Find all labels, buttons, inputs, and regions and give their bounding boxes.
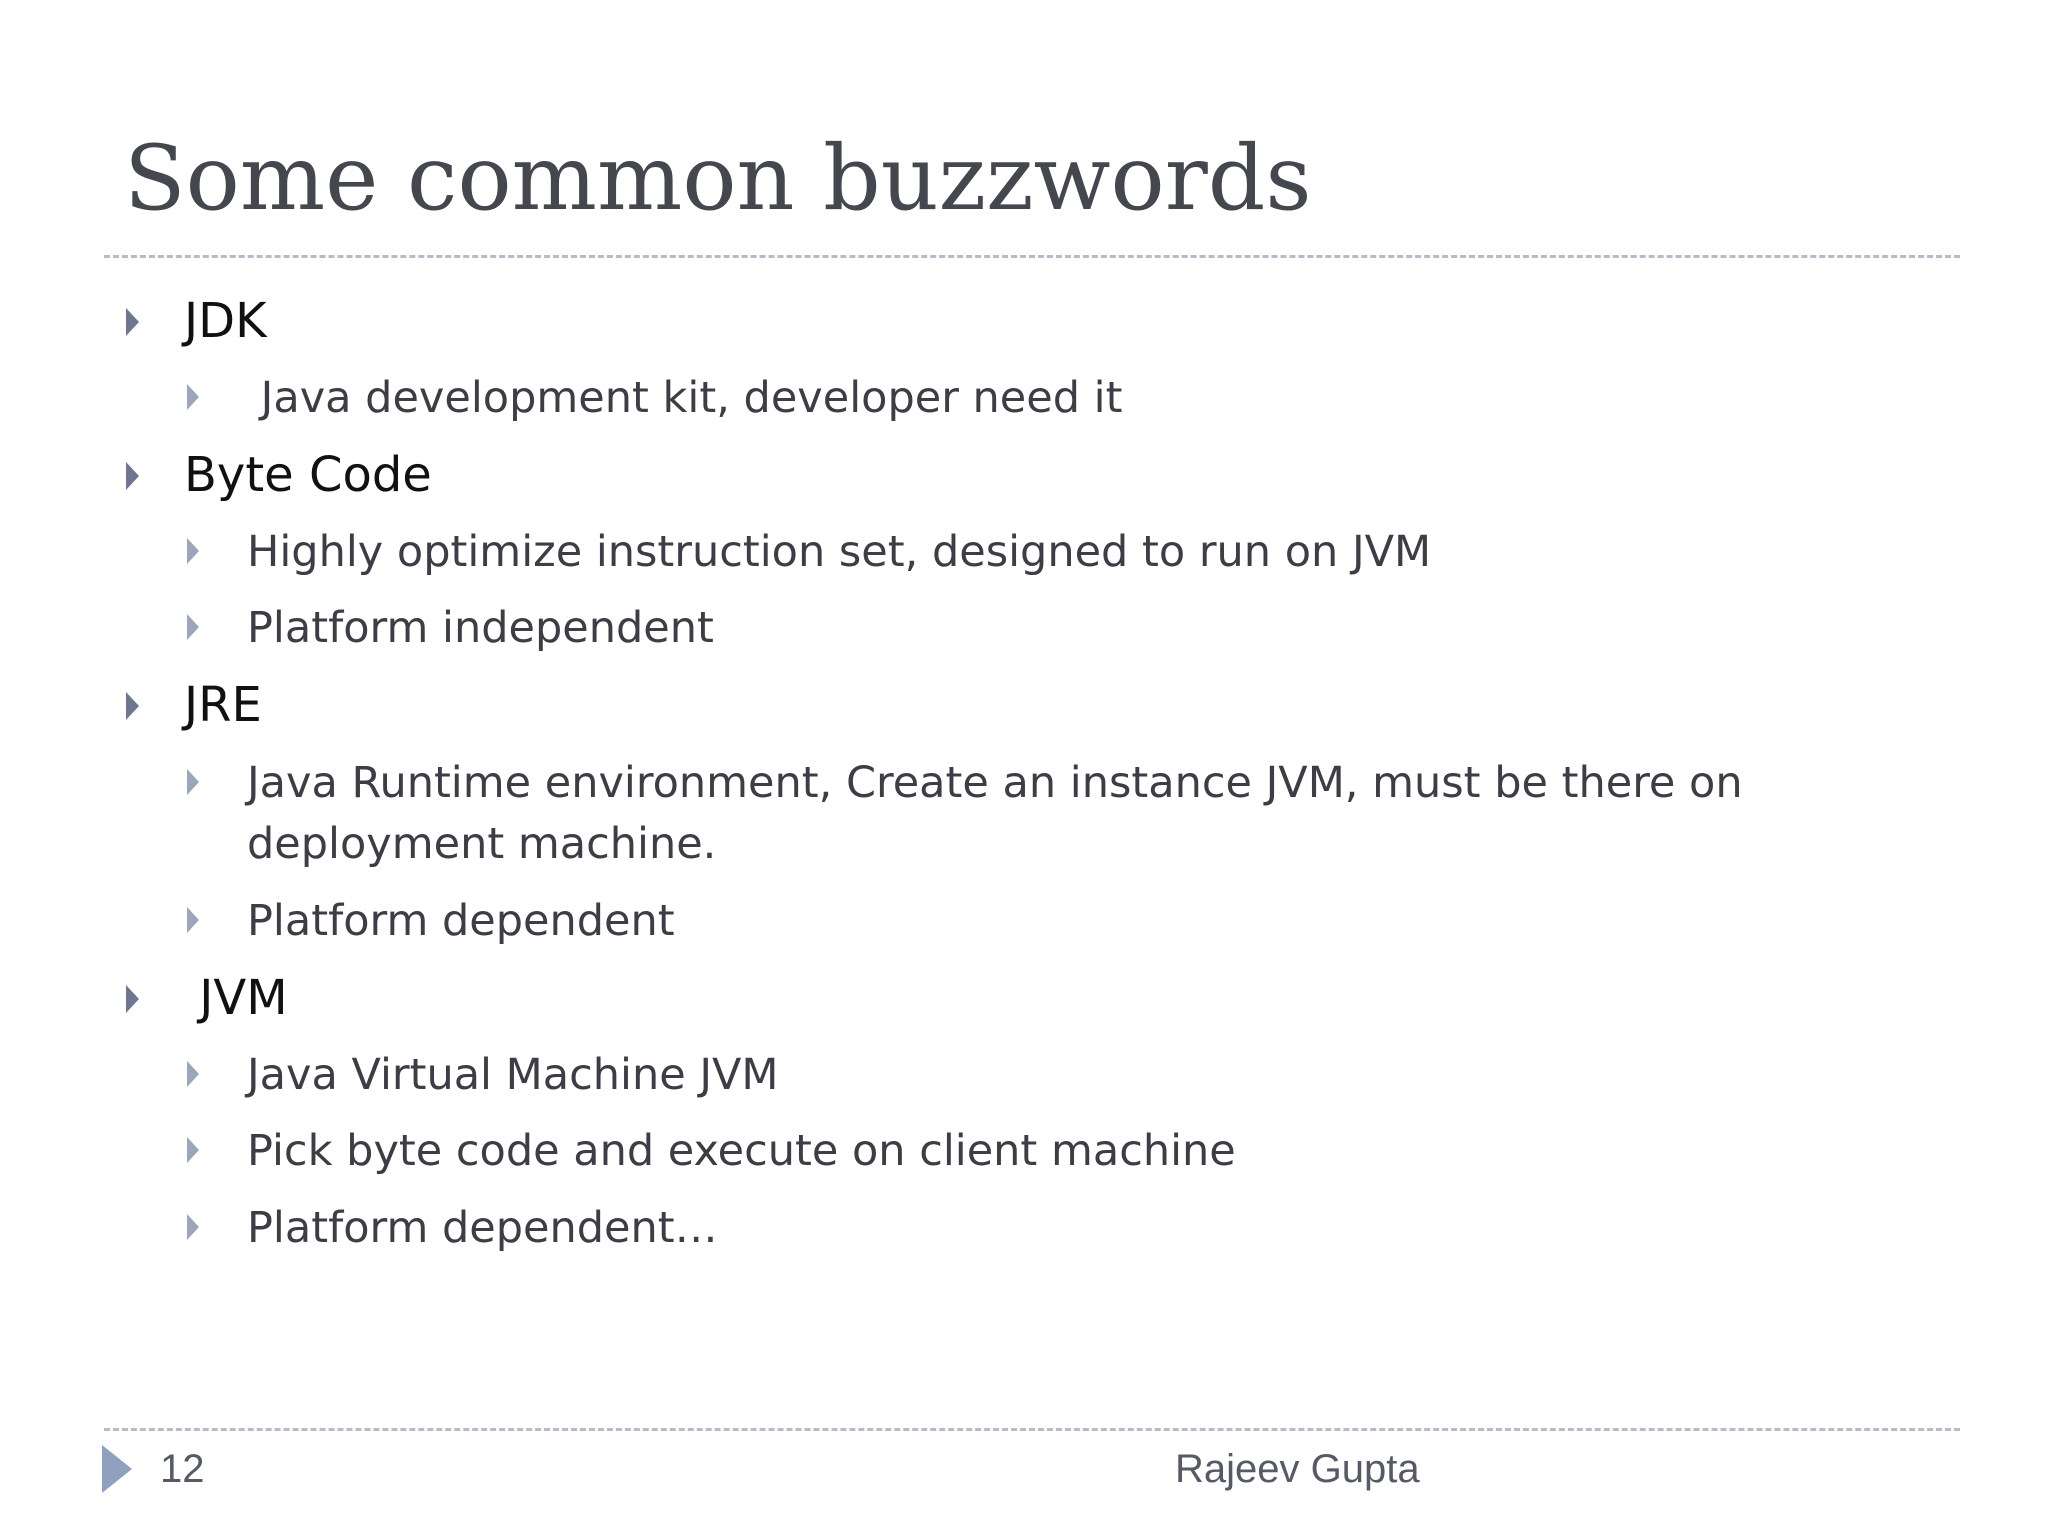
bullet-arrow-icon bbox=[126, 985, 139, 1013]
sub-bullet-arrow-icon bbox=[187, 538, 199, 564]
sub-bullet-arrow-icon bbox=[187, 769, 199, 795]
sub-bullet-arrow-icon bbox=[187, 907, 199, 933]
bullet-arrow-icon bbox=[126, 308, 139, 336]
sub-bullet-text: Java Virtual Machine JVM bbox=[247, 1050, 779, 1100]
sub-bullet-text: Java Runtime environment, Create an instance JVM, must be there on bbox=[247, 758, 1743, 808]
sub-bullet-text: deployment machine. bbox=[247, 819, 717, 869]
sub-bullet-arrow-icon bbox=[187, 1214, 199, 1240]
bullet-arrow-icon bbox=[126, 692, 139, 720]
footer-divider bbox=[104, 1428, 1960, 1431]
sub-bullet-text: Highly optimize instruction set, designed to run on JVM bbox=[247, 527, 1432, 577]
sub-bullet-arrow-icon bbox=[187, 1061, 199, 1087]
sub-bullet-arrow-icon bbox=[187, 614, 199, 640]
bullet-text: JVM bbox=[184, 970, 288, 1026]
sub-bullet-text: Java development kit, developer need it bbox=[247, 373, 1123, 423]
footer-author: Rajeev Gupta bbox=[1175, 1447, 1420, 1491]
sub-bullet-text: Pick byte code and execute on client machine bbox=[247, 1126, 1236, 1176]
slide-title: Some common buzzwords bbox=[124, 126, 1312, 231]
bullet-text: JDK bbox=[184, 293, 267, 349]
sub-bullet-arrow-icon bbox=[187, 1137, 199, 1163]
page-number: 12 bbox=[160, 1447, 205, 1491]
footer-arrow-icon bbox=[102, 1445, 132, 1493]
sub-bullet-text: Platform dependent bbox=[247, 896, 675, 946]
sub-bullet-text: Platform independent bbox=[247, 603, 714, 653]
bullet-arrow-icon bbox=[126, 462, 139, 490]
bullet-text: Byte Code bbox=[184, 447, 432, 503]
sub-bullet-text: Platform dependent… bbox=[247, 1203, 718, 1253]
bullet-text: JRE bbox=[184, 677, 262, 733]
sub-bullet-arrow-icon bbox=[187, 384, 199, 410]
